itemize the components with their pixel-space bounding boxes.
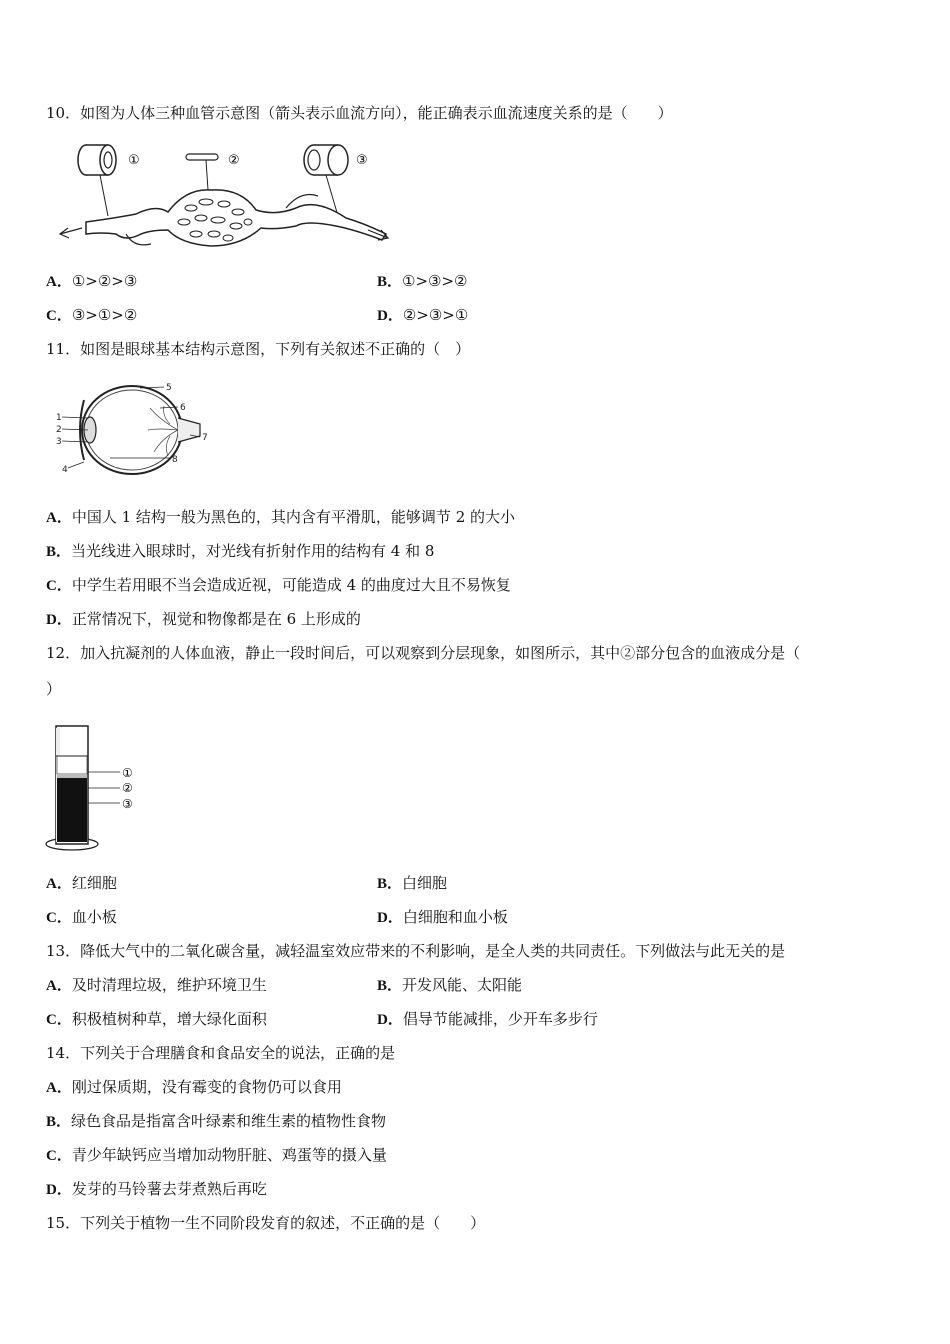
artery-cross-section (78, 145, 116, 175)
eye-label-2: 2 (56, 425, 62, 435)
q10-option-a[interactable]: A．①>②>③ (46, 272, 138, 290)
q12-option-c[interactable]: C．血小板 (46, 908, 117, 926)
eye-label-8: 8 (172, 455, 178, 465)
q13-stem: 13．降低大气中的二氧化碳含量，减轻温室效应带来的不利影响，是全人类的共同责任。下列做法与此无关的是 (46, 942, 786, 960)
q11-option-d[interactable]: D．正常情况下，视觉和物像都是在 6 上形成的 (46, 610, 361, 628)
eye-label-6: 6 (180, 403, 186, 413)
fig10-label-1: ① (128, 153, 140, 168)
vessel-network (86, 190, 386, 246)
tube-label-3: ③ (122, 797, 133, 811)
q13-option-a[interactable]: A．及时清理垃圾，维护环境卫生 (46, 976, 267, 994)
q11-option-c[interactable]: C．中学生若用眼不当会造成近视，可能造成 4 的曲度过大且不易恢复 (46, 576, 511, 594)
q12-stem-line2: ） (46, 680, 62, 698)
q13-option-b[interactable]: B．开发风能、太阳能 (377, 976, 523, 994)
eye-label-1: 1 (56, 413, 62, 423)
vein-cross-section (304, 145, 348, 175)
q13-option-d[interactable]: D．倡导节能减排，少开车多步行 (377, 1010, 598, 1028)
eye-label-5: 5 (166, 383, 172, 393)
flow-arrow-left (60, 228, 82, 238)
eye-label-4: 4 (62, 465, 68, 475)
q11-option-b[interactable]: B．当光线进入眼球时，对光线有折射作用的结构有 4 和 8 (46, 542, 435, 560)
q12-stem-line1: 12．加入抗凝剂的人体血液，静止一段时间后，可以观察到分层现象，如图所示，其中②部分包含的血液成分是（ (46, 644, 801, 662)
q12-option-b[interactable]: B．白细胞 (377, 874, 448, 892)
q14-option-b[interactable]: B．绿色食品是指富含叶绿素和维生素的植物性食物 (46, 1112, 387, 1130)
q10-option-c[interactable]: C．③>①>② (46, 306, 138, 324)
q13-option-c[interactable]: C．积极植树种草，增大绿化面积 (46, 1010, 267, 1028)
blood-test-tube-diagram (44, 722, 154, 854)
eye-label-7: 7 (202, 433, 208, 443)
q12-option-d[interactable]: D．白细胞和血小板 (377, 908, 508, 926)
blood-vessel-diagram (56, 138, 396, 250)
fig10-label-3: ③ (356, 153, 368, 168)
eyeball-diagram (50, 380, 216, 480)
fig10-label-2: ② (228, 153, 240, 168)
tube-label-1: ① (122, 766, 133, 780)
q10-stem: 10．如图为人体三种血管示意图（箭头表示血流方向），能正确表示血流速度关系的是（ ） (46, 104, 673, 122)
q14-option-d[interactable]: D．发芽的马铃薯去芽煮熟后再吃 (46, 1180, 267, 1198)
q14-option-c[interactable]: C．青少年缺钙应当增加动物肝脏、鸡蛋等的摄入量 (46, 1146, 387, 1164)
q12-option-a[interactable]: A．红细胞 (46, 874, 117, 892)
q15-stem: 15．下列关于植物一生不同阶段发育的叙述，不正确的是（ ） (46, 1214, 486, 1232)
q14-option-a[interactable]: A．刚过保质期，没有霉变的食物仍可以食用 (46, 1078, 342, 1096)
q11-stem: 11．如图是眼球基本结构示意图，下列有关叙述不正确的（ ） (46, 340, 471, 358)
q10-option-d[interactable]: D．②>③>① (377, 306, 469, 324)
q14-stem: 14．下列关于合理膳食和食品安全的说法，正确的是 (46, 1044, 396, 1062)
q11-option-a[interactable]: A．中国人 1 结构一般为黑色的，其内含有平滑肌，能够调节 2 的大小 (46, 508, 516, 526)
eye-label-3: 3 (56, 437, 62, 447)
tube-label-2: ② (122, 781, 133, 795)
capillary-segment (186, 154, 218, 160)
q10-option-b[interactable]: B．①>③>② (377, 272, 468, 290)
